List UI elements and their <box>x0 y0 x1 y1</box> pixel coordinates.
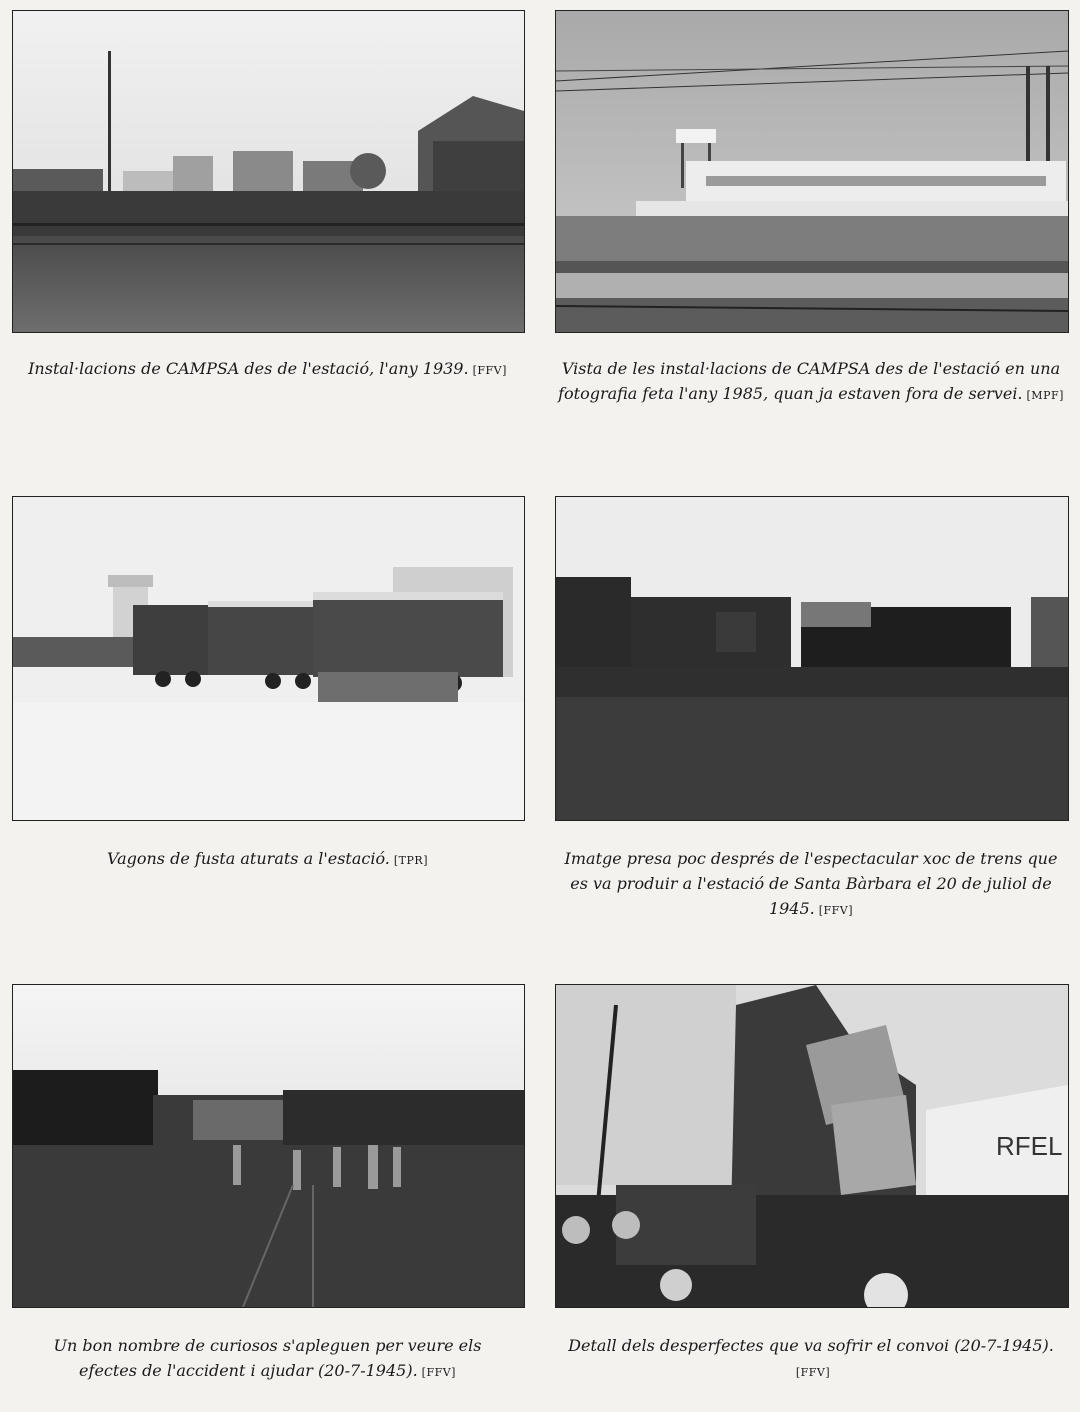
caption-train-crash <box>555 846 1067 923</box>
source-credit: [FFV] <box>472 364 507 377</box>
caption-text: Instal·lacions de CAMPSA des de l'estació, l'any 1939. <box>28 359 469 378</box>
source-credit: [FFV] <box>795 1366 831 1379</box>
caption-campsa-1939 <box>12 356 523 383</box>
caption-text: Vagons de fusta aturats a l'estació. <box>107 849 390 868</box>
caption-text: Detall dels desperfectes que va sofrir el convoi (20-7-1945). <box>568 1336 1054 1355</box>
photo-campsa-1939 <box>12 10 525 333</box>
source-credit: [MPF] <box>1026 389 1064 402</box>
source-credit: [FFV] <box>421 1366 456 1379</box>
caption-damaged-convoy <box>555 1333 1067 1385</box>
photo-train-crash <box>555 496 1069 821</box>
caption-campsa-1985 <box>555 356 1067 408</box>
photo-campsa-1985 <box>555 10 1069 333</box>
photo-onlookers <box>12 984 525 1308</box>
photo-damaged-convoy <box>555 984 1069 1308</box>
caption-wooden-wagons <box>12 846 523 873</box>
caption-text: Imatge presa poc després de l'espectacular xoc de trens que es va produir a l'estació de Santa Bàrbara el 20 de juliol de 1945. <box>564 849 1058 918</box>
caption-onlookers <box>30 1333 505 1385</box>
caption-text: Un bon nombre de curiosos s'apleguen per veure els efectes de l'accident i ajudar (20-7-1945). <box>53 1336 482 1380</box>
source-credit: [TPR] <box>393 854 428 867</box>
photo-wooden-wagons <box>12 496 525 821</box>
source-credit: [FFV] <box>818 904 854 917</box>
caption-text: Vista de les instal·lacions de CAMPSA des de l'estació en una fotografia feta l'any 1985, quan ja estaven fora de servei. <box>558 359 1061 403</box>
wagon-lettering: RFEL <box>996 1131 1063 1161</box>
